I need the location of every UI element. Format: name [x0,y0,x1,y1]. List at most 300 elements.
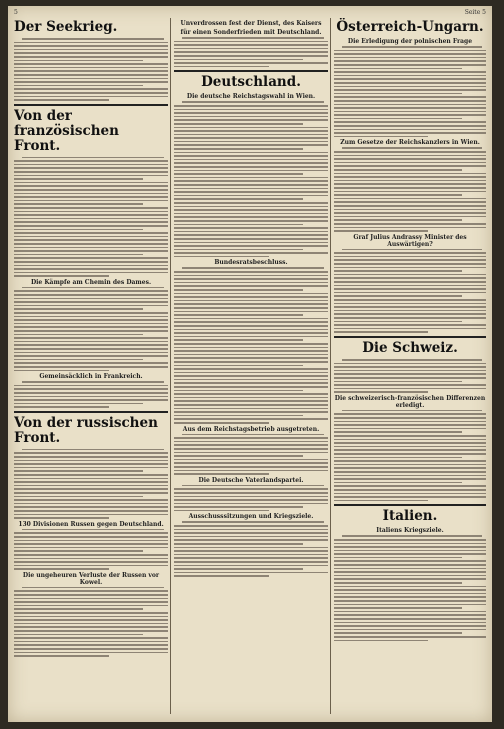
text-line [14,540,168,542]
text-line [174,572,328,574]
text-line [174,318,328,320]
text-line [14,63,168,65]
text-line [174,300,328,302]
article-text [334,535,486,641]
text-line [174,256,269,258]
text-line [174,365,303,367]
text-line [334,596,486,598]
text-line [334,223,486,225]
text-line [334,435,486,437]
text-line [334,256,486,258]
text-line [334,57,486,59]
article-text [174,37,328,67]
rule [14,411,168,413]
text-line [14,298,168,300]
text-line [14,514,168,516]
text-line [334,303,486,305]
headline-schweiz: Die Schweiz. [362,339,458,356]
text-line [14,355,168,357]
text-line [14,85,143,87]
headline-russische-front: Von der russischen Front. [14,414,158,446]
text-line [334,564,486,566]
text-line [334,475,486,477]
text-line [334,129,486,131]
text-line [174,231,328,233]
text-line [14,175,168,177]
text-line [174,503,328,505]
text-line [174,289,303,291]
text-line [14,167,168,169]
text-line [174,209,328,211]
text-line [174,282,328,284]
text-line [174,525,328,527]
text-line [22,381,164,383]
text-line [334,370,486,372]
text-line [342,359,482,361]
text-line [334,104,486,106]
text-line [334,428,486,430]
text-line [14,67,168,69]
text-line [14,481,168,483]
text-line [334,158,486,160]
text-line [14,488,168,490]
text-line [334,151,486,153]
text-line [174,536,328,538]
text-line [14,203,143,205]
text-line [174,51,328,53]
text-line [14,200,168,202]
text-line [174,66,269,68]
text-line [14,316,168,318]
text-line [334,431,462,433]
text-line [14,323,168,325]
text-line [14,655,109,657]
text-line [174,339,303,341]
text-line [334,489,486,491]
text-line [174,137,328,139]
text-line [174,529,328,531]
text-line [334,366,486,368]
text-line [334,86,486,88]
text-line [14,474,168,476]
text-line [174,575,269,577]
text-line [174,275,328,277]
text-line [14,644,168,646]
text-line [14,211,168,213]
text-line [14,305,168,307]
text-line [334,306,486,308]
text-line [14,598,168,600]
text-line [174,285,328,287]
subheading: Aus dem Reichstagsbetrieb ausgetreten. [182,425,320,433]
text-line [14,467,168,469]
text-line [14,561,168,563]
article-text [334,359,486,393]
article-text [14,38,168,101]
text-line [182,521,324,523]
text-line [174,550,328,552]
subheading: Die deutsche Reichstagswahl in Wien. [186,93,316,101]
text-line [334,493,486,495]
text-line [334,165,486,167]
text-line [14,648,168,650]
text-line [14,221,168,223]
text-line [174,379,328,381]
text-line [174,532,328,534]
text-line [14,185,168,187]
text-line [334,155,486,157]
text-line [14,406,109,408]
text-line [334,183,486,185]
text-line [14,601,168,603]
column-divider [330,18,331,714]
text-line [14,330,168,332]
text-line [14,239,168,241]
text-line [334,586,486,588]
subheading: Die schweizerisch-französischen Differenzen erledigt. [334,394,486,409]
text-line [182,37,324,39]
text-line [174,62,328,64]
text-line [334,496,486,498]
text-line [174,462,328,464]
text-line [334,388,486,390]
article-text [334,410,486,501]
text-line [174,547,328,549]
text-line [14,554,168,556]
text-line [174,561,328,563]
text-line [174,206,328,208]
text-line [174,568,303,570]
text-line [14,550,143,552]
text-line [334,187,486,189]
text-line [174,314,303,316]
headline-oesterreich-ungarn: Österreich-Ungarn. [336,19,484,35]
text-line [334,277,486,279]
text-line [334,288,486,290]
text-line [14,88,168,90]
text-line [334,176,486,178]
text-line [174,177,328,179]
text-line [334,442,486,444]
text-line [334,568,486,570]
text-line [334,582,462,584]
text-line [334,198,486,200]
text-line [174,119,328,121]
text-line [174,492,328,494]
text-line [14,385,168,387]
text-line [174,397,328,399]
text-line [334,310,486,312]
text-line [334,132,486,134]
text-line [174,227,328,229]
text-line [14,341,168,343]
text-line [334,446,486,448]
text-line [334,317,486,319]
text-line [14,56,168,58]
text-line [14,594,168,596]
text-line [14,319,168,321]
column-divider [170,18,171,714]
subheading: Unverdrossen fest der Dienst, des Kaisers [180,20,322,27]
text-line [14,308,143,310]
text-line [334,216,486,218]
article-text [14,381,168,408]
article-text [14,529,168,570]
text-line [174,404,328,406]
text-line [334,421,486,423]
text-line [334,578,486,580]
text-line [14,616,168,618]
text-line [14,652,168,654]
text-line [342,46,482,48]
text-line [22,287,164,289]
text-line [14,301,168,303]
text-line [334,50,486,52]
text-line [174,390,303,392]
text-line [334,96,486,98]
text-line [334,270,462,272]
text-line [334,482,462,484]
text-line [174,41,328,43]
text-line [14,626,168,628]
article-text [334,46,486,137]
text-line [334,439,486,441]
text-line [174,418,328,420]
text-line [14,399,168,401]
text-line [174,448,328,450]
text-line [14,605,168,607]
text-line [14,182,168,184]
text-line [174,473,269,475]
text-line [334,500,428,502]
text-line [14,160,168,162]
subheading: Italiens Kriegsziele. [376,527,444,535]
text-line [334,125,486,127]
text-line [174,510,269,512]
page-number-left: 5 [14,9,18,16]
text-line [174,162,328,164]
text-line [334,100,486,102]
text-line [14,70,168,72]
text-line [14,189,168,191]
text-line [334,267,486,269]
text-line [14,214,168,216]
text-line [14,268,168,270]
text-line [174,296,328,298]
text-line [174,105,328,107]
text-line [14,359,143,361]
text-line [14,243,168,245]
text-line [14,312,168,314]
text-line [334,625,486,627]
text-line [14,178,143,180]
subheading: Gemeinsäcklich in Frankreich. [39,373,143,381]
text-line [14,265,168,267]
text-line [14,229,143,231]
article-text [174,434,328,475]
text-line [334,111,486,113]
text-line [174,48,328,50]
text-line [14,503,168,505]
text-line [14,362,168,364]
text-line [334,611,486,613]
text-line [174,361,328,363]
text-line [334,557,462,559]
text-line [14,207,168,209]
rule [334,504,486,506]
text-line [174,184,328,186]
text-line [14,547,168,549]
text-line [334,162,486,164]
text-line [174,271,328,273]
text-line [174,191,328,193]
article-text [174,521,328,577]
newspaper-page [8,6,492,722]
text-line [14,78,168,80]
text-line [334,373,486,375]
text-line [14,193,168,195]
text-line [14,326,168,328]
text-line [334,478,486,480]
text-line [174,148,303,150]
text-line [174,307,328,309]
text-line [334,274,486,276]
text-line [174,408,328,410]
text-line [14,52,168,54]
subheading: Graf Julius Andrassy Minister des Auswärtigen? [353,233,467,248]
text-line [334,68,462,70]
text-line [22,157,164,159]
text-line [334,600,486,602]
text-line [174,441,328,443]
text-line [334,180,486,182]
text-line [14,634,143,636]
text-line [174,278,328,280]
text-line [174,336,328,338]
article-text [14,587,168,657]
text-line [174,123,303,125]
text-line [14,532,168,534]
text-line [174,44,328,46]
text-line [14,612,168,614]
text-line [334,632,462,634]
text-line [14,225,168,227]
headline-franzoesische-front: Von der französischen Front. [14,107,119,154]
text-line [174,543,303,545]
text-line [14,456,168,458]
text-line [14,543,168,545]
text-line [334,212,486,214]
text-line [14,334,143,336]
text-line [174,59,303,61]
article-text [334,249,486,333]
text-line [14,499,168,501]
text-line [334,263,486,265]
text-line [174,325,328,327]
article-text [174,267,328,423]
text-line [334,259,486,261]
text-line [334,201,486,203]
text-line [14,630,168,632]
text-line [14,463,168,465]
text-line [174,303,328,305]
text-line [174,134,328,136]
text-line [14,236,168,238]
text-line [14,485,168,487]
text-line [14,344,168,346]
text-line [334,471,486,473]
text-line [14,254,143,256]
text-line [14,294,168,296]
text-line [334,321,462,323]
text-line [174,245,328,247]
text-line [174,159,328,161]
text-line [174,173,303,175]
text-line [334,464,486,466]
text-line [14,290,168,292]
text-line [174,55,328,57]
text-line [334,377,486,379]
text-line [14,565,168,567]
text-line [174,539,328,541]
text-line [174,170,328,172]
text-line [334,71,486,73]
text-line [174,382,328,384]
text-line [334,209,486,211]
subheading: Die Erledigung der polnischen Frage [347,38,473,45]
text-line [14,60,143,62]
text-line [182,267,324,269]
text-line [14,272,168,274]
text-line [182,434,324,436]
text-line [334,384,486,386]
article-text [174,101,328,257]
text-line [174,213,328,215]
text-line [342,249,482,251]
page-number-right: Seite 5 [464,9,486,16]
subheading: Ausschusssitzungen und Kriegsziele. [188,513,314,521]
text-line [14,337,168,339]
text-line [14,536,168,538]
text-line [174,496,328,498]
text-line [334,593,486,595]
text-line [334,453,486,455]
text-line [334,53,486,55]
text-line [174,180,328,182]
text-line [14,558,168,560]
text-line [334,64,486,66]
text-line [174,350,328,352]
text-line [174,506,303,508]
text-line [174,252,328,254]
text-line [174,329,328,331]
text-line [22,38,164,40]
text-line [14,164,168,166]
text-line [174,155,328,157]
text-line [174,144,328,146]
column-2 [174,18,328,714]
text-line [174,249,303,251]
text-line [174,452,328,454]
text-line [14,42,168,44]
text-line [174,393,328,395]
text-line [174,152,328,154]
text-line [334,93,462,95]
text-line [334,607,462,609]
text-line [334,457,462,459]
text-line [14,517,109,519]
text-line [174,116,328,118]
